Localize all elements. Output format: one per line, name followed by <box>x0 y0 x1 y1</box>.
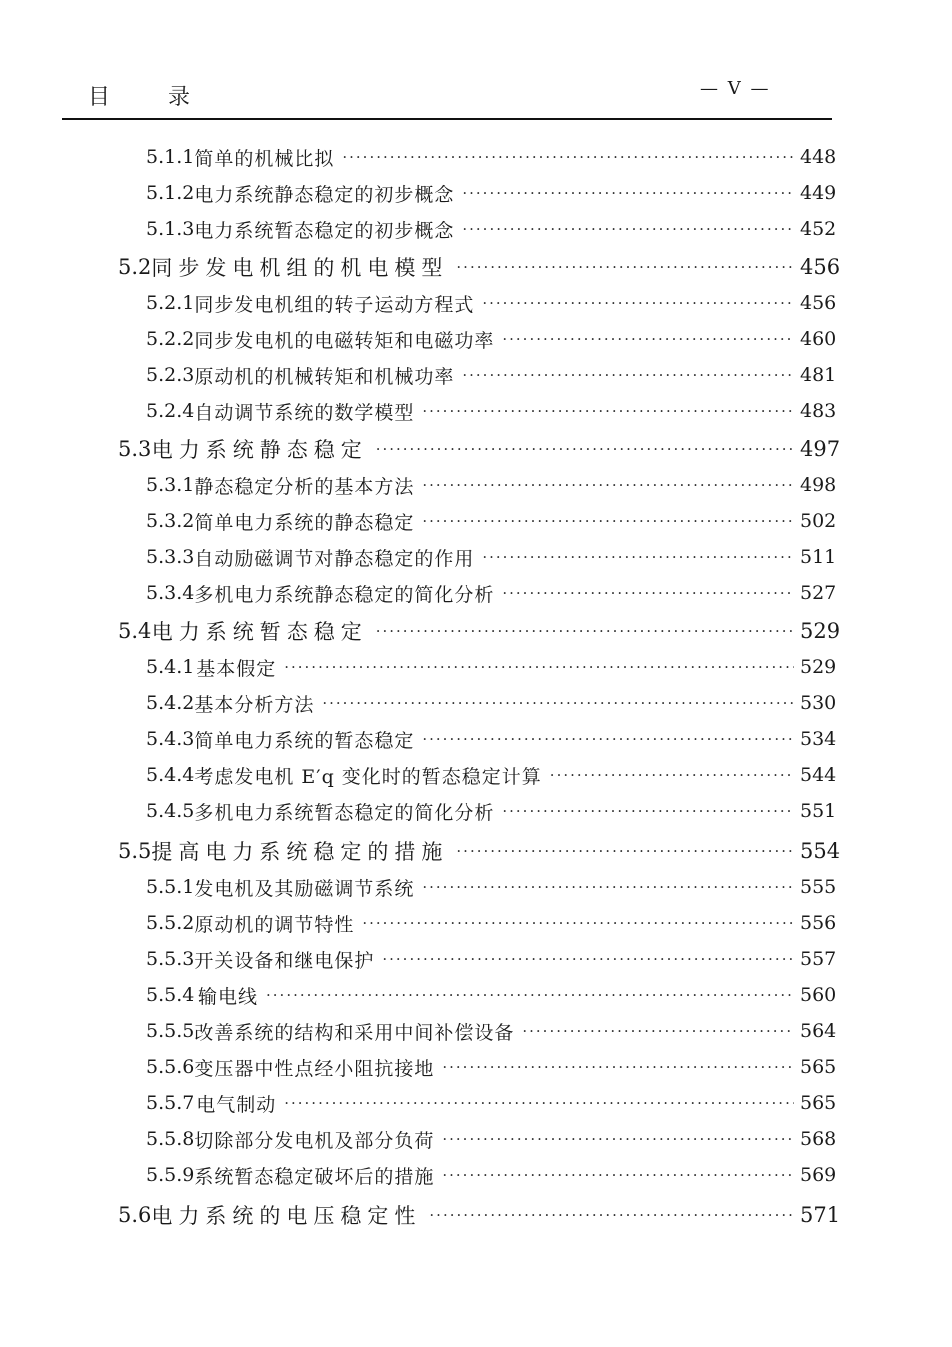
dot-leader <box>422 402 794 420</box>
toc-title: 系统暂态稳定破坏后的措施 <box>194 1165 435 1188</box>
toc-number: 5.1.2 <box>146 182 195 204</box>
dot-leader <box>462 366 794 384</box>
toc-title: 同步发电机组的转子运动方程式 <box>194 293 475 316</box>
dot-leader <box>429 1206 794 1224</box>
toc-number: 5.4.1 <box>146 656 195 678</box>
toc-entry <box>118 432 841 466</box>
toc-entry <box>118 834 841 868</box>
toc-entry <box>146 468 837 502</box>
toc-page: 568 <box>800 1128 837 1150</box>
toc-title: 电气制动 <box>196 1093 277 1116</box>
toc-page: 571 <box>800 1203 841 1227</box>
toc-entry <box>146 906 837 940</box>
toc-entry <box>146 1122 837 1156</box>
toc-entry <box>118 614 841 648</box>
dot-leader <box>502 802 794 820</box>
toc-number: 5.5.8 <box>146 1128 195 1150</box>
toc-title: 电力系统静态稳定的初步概念 <box>194 183 455 206</box>
toc-entry <box>146 686 837 720</box>
toc-number: 5.3.1 <box>146 474 195 496</box>
toc-number: 5.5 <box>118 839 152 863</box>
toc-title: 电力系统暂态稳定 <box>151 620 368 644</box>
toc-number: 5.5.4 <box>146 984 195 1006</box>
toc-entry <box>146 394 837 428</box>
toc-title: 输电线 <box>198 985 259 1008</box>
toc-entry <box>146 978 837 1012</box>
toc-entry <box>146 1158 837 1192</box>
toc-entry <box>146 212 837 246</box>
dot-leader <box>502 584 794 602</box>
dot-leader <box>422 512 794 530</box>
toc-page: 460 <box>800 328 837 350</box>
toc-entry <box>146 358 837 392</box>
toc-page: 556 <box>800 912 837 934</box>
dot-leader <box>422 878 794 896</box>
toc-title: 同步发电机组的机电模型 <box>151 256 449 280</box>
dot-leader <box>284 658 794 676</box>
dot-leader <box>266 986 794 1004</box>
toc-title: 原动机的调节特性 <box>194 913 355 936</box>
dot-leader <box>284 1094 794 1112</box>
toc-number: 5.4 <box>118 619 152 643</box>
toc-title: 简单电力系统的静态稳定 <box>194 511 415 534</box>
toc-title: 考虑发电机 E′q 变化时的暂态稳定计算 <box>194 765 542 788</box>
toc-title: 提高电力系统稳定的措施 <box>151 840 449 864</box>
toc-title: 原动机的机械转矩和机械功率 <box>194 365 455 388</box>
toc-page: 456 <box>800 255 841 279</box>
toc-number: 5.2.2 <box>146 328 195 350</box>
dot-leader <box>522 1022 794 1040</box>
toc-title: 基本分析方法 <box>194 693 315 716</box>
toc-page: 534 <box>800 728 837 750</box>
toc-number: 5.6 <box>118 1203 152 1227</box>
toc-page: 560 <box>800 984 837 1006</box>
toc-entry <box>146 650 837 684</box>
dot-leader <box>422 476 794 494</box>
toc-number: 5.5.5 <box>146 1020 195 1042</box>
dot-leader <box>482 294 794 312</box>
toc-page: 564 <box>800 1020 837 1042</box>
toc-number: 5.2.3 <box>146 364 195 386</box>
header-char-2: 录 <box>168 85 191 110</box>
toc-page: 527 <box>800 582 837 604</box>
dot-leader <box>322 694 794 712</box>
toc-page: 481 <box>800 364 837 386</box>
toc-number: 5.2 <box>118 255 152 279</box>
toc-number: 5.5.3 <box>146 948 195 970</box>
dot-leader <box>456 258 794 276</box>
toc-number: 5.3.4 <box>146 582 195 604</box>
dot-leader <box>456 842 794 860</box>
toc-entry <box>146 540 837 574</box>
toc-number: 5.4.3 <box>146 728 195 750</box>
dot-leader <box>442 1130 794 1148</box>
toc-entry <box>146 870 837 904</box>
toc-page: 529 <box>800 656 837 678</box>
dot-leader <box>342 148 794 166</box>
toc-title: 电力系统暂态稳定的初步概念 <box>194 219 455 242</box>
toc-number: 5.3.3 <box>146 546 195 568</box>
toc-number: 5.2.4 <box>146 400 195 422</box>
toc-number: 5.1.3 <box>146 218 195 240</box>
dot-leader <box>376 440 794 458</box>
toc-page: 555 <box>800 876 837 898</box>
toc-title: 自动调节系统的数学模型 <box>194 401 415 424</box>
toc-title: 电力系统静态稳定 <box>151 438 368 462</box>
toc-title: 发电机及其励磁调节系统 <box>194 877 415 900</box>
toc-page: 554 <box>800 839 841 863</box>
dot-leader <box>502 330 794 348</box>
toc-page: 557 <box>800 948 837 970</box>
toc-page: 544 <box>800 764 837 786</box>
toc-number: 5.5.9 <box>146 1164 195 1186</box>
toc-title: 切除部分发电机及部分负荷 <box>194 1129 435 1152</box>
toc-title: 同步发电机的电磁转矩和电磁功率 <box>194 329 495 352</box>
toc-page: 565 <box>800 1056 837 1078</box>
dot-leader <box>482 548 794 566</box>
dot-leader <box>442 1166 794 1184</box>
header-char-1: 目 <box>88 85 111 110</box>
header-rule <box>62 118 832 120</box>
toc-page: 551 <box>800 800 837 822</box>
toc-title: 多机电力系统静态稳定的简化分析 <box>194 583 495 606</box>
dot-leader <box>462 184 794 202</box>
toc-number: 5.4.2 <box>146 692 195 714</box>
toc-title: 开关设备和继电保护 <box>194 949 375 972</box>
toc-page: 497 <box>800 437 841 461</box>
toc-title: 简单的机械比拟 <box>194 147 335 170</box>
toc-entry <box>146 576 837 610</box>
toc-page: 448 <box>800 146 837 168</box>
toc-title: 自动励磁调节对静态稳定的作用 <box>194 547 475 570</box>
dot-leader <box>382 950 794 968</box>
toc-title: 静态稳定分析的基本方法 <box>194 475 415 498</box>
toc-page: 483 <box>800 400 837 422</box>
dot-leader <box>362 914 794 932</box>
toc-title: 多机电力系统暂态稳定的简化分析 <box>194 801 495 824</box>
toc-page: 565 <box>800 1092 837 1114</box>
toc-entry <box>146 942 837 976</box>
dot-leader <box>422 730 794 748</box>
toc-title: 电力系统的电压稳定性 <box>151 1204 422 1228</box>
page-number-header: — V — <box>700 78 771 99</box>
toc-entry <box>118 250 841 284</box>
dot-leader <box>376 622 794 640</box>
toc-title: 简单电力系统的暂态稳定 <box>194 729 415 752</box>
dot-leader <box>462 220 794 238</box>
dot-leader <box>550 766 794 784</box>
toc-number: 5.2.1 <box>146 292 195 314</box>
toc-entry <box>146 504 837 538</box>
toc-number: 5.3 <box>118 437 152 461</box>
dot-leader <box>442 1058 794 1076</box>
toc-number: 5.5.7 <box>146 1092 195 1114</box>
toc-number: 5.5.2 <box>146 912 195 934</box>
toc-page: 456 <box>800 292 837 314</box>
toc-page: 530 <box>800 692 837 714</box>
toc-entry <box>146 140 837 174</box>
toc-page: 569 <box>800 1164 837 1186</box>
running-header-title <box>88 80 190 111</box>
toc-entry <box>146 758 837 792</box>
toc-entry <box>118 1198 841 1232</box>
toc-page: 452 <box>800 218 837 240</box>
toc-entry <box>146 322 837 356</box>
toc-entry <box>146 1014 837 1048</box>
toc-number: 5.3.2 <box>146 510 195 532</box>
toc-entry <box>146 286 837 320</box>
toc-page: 511 <box>800 546 837 568</box>
toc-title: 基本假定 <box>196 657 277 680</box>
toc-page: 449 <box>800 182 837 204</box>
toc-entry <box>146 794 837 828</box>
toc-page: 529 <box>800 619 841 643</box>
toc-number: 5.5.1 <box>146 876 195 898</box>
toc-title: 变压器中性点经小阻抗接地 <box>194 1057 435 1080</box>
toc-number: 5.4.5 <box>146 800 195 822</box>
toc-number: 5.1.1 <box>146 146 195 168</box>
toc-page: 502 <box>800 510 837 532</box>
toc-number: 5.4.4 <box>146 764 195 786</box>
toc-page: 498 <box>800 474 837 496</box>
toc-entry <box>146 1086 837 1120</box>
toc-number: 5.5.6 <box>146 1056 195 1078</box>
toc-entry <box>146 176 837 210</box>
toc-title: 改善系统的结构和采用中间补偿设备 <box>194 1021 515 1044</box>
toc-entry <box>146 1050 837 1084</box>
toc-entry <box>146 722 837 756</box>
